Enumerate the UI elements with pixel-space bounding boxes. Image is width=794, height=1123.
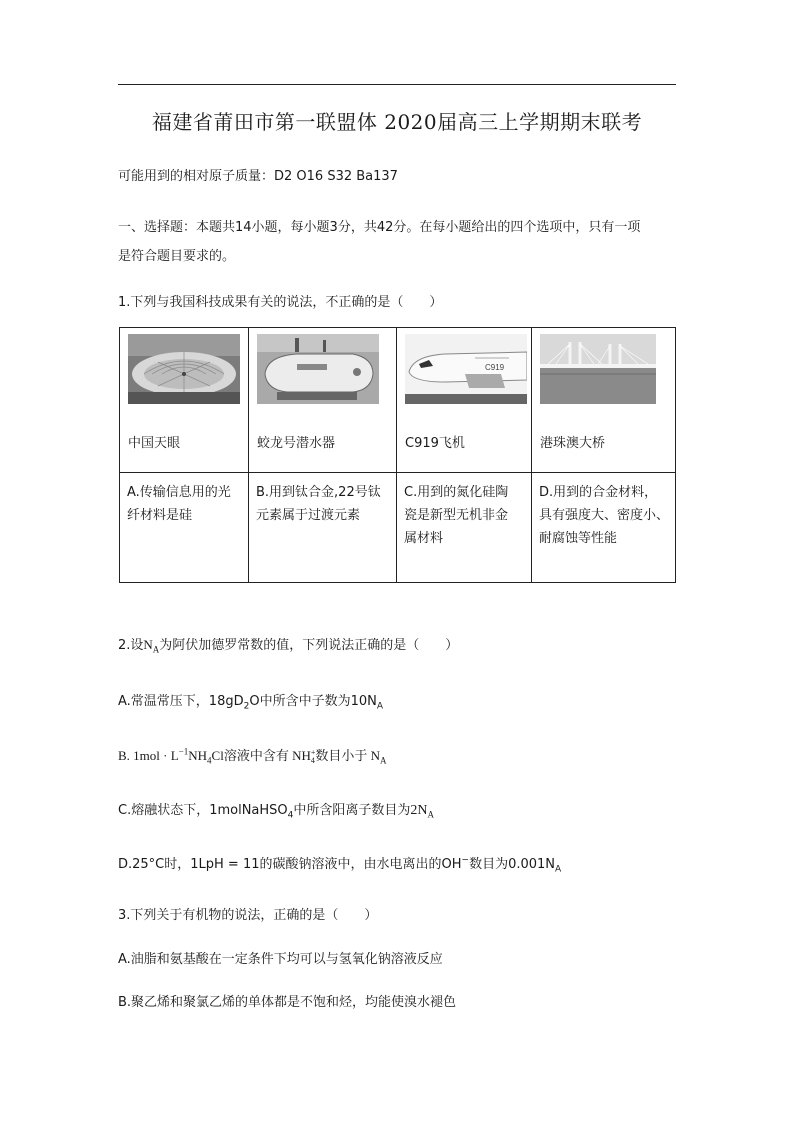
option-d-line: 具有强度大、密度小、 xyxy=(539,508,670,523)
question-2-option-a: A.常温常压下，$18gD_2O$中所含中子数为$10N_A$ xyxy=(118,694,384,712)
option-a-line: A.传输信息用的光 xyxy=(127,485,231,500)
caption-jiaolong: 蛟龙号潜水器 xyxy=(257,436,336,451)
option-c-line: 属材料 xyxy=(404,531,444,546)
option-c-cell xyxy=(397,473,532,583)
question-2-option-b: B. $1mol \cdot L^{-1}NH_4Cl$溶液中含有 NH + 4 数目小于 $N_A$ xyxy=(118,746,387,766)
question-3-option-a: A.油脂和氨基酸在一定条件下均可以与氢氧化钠溶液反应 xyxy=(118,952,443,967)
caption-bridge: 港珠澳大桥 xyxy=(540,436,606,451)
atomic-mass-line: 可能用到的相对原子质量：D2 O16 S32 Ba137 xyxy=(118,169,398,184)
fast-telescope-image xyxy=(128,334,240,404)
bridge-cell xyxy=(532,328,676,473)
jiaolong-submersible-image xyxy=(257,334,379,404)
question-2-option-d: D.25°C时，1LpH = 11的碳酸钠溶液中，由水电离出的OH−数目为$0.001N_A$ xyxy=(118,855,562,875)
question-2-stem: 2.设$N_A$为阿伏加德罗常数的值，下列说法正确的是（ ） xyxy=(118,637,459,655)
question-2-option-c: C.熔融状态下，1molNaHSO$_4$中所含阳离子数目为$2N_A$ xyxy=(118,803,435,821)
question-3-option-b: B.聚乙烯和聚氯乙烯的单体都是不饱和烃，均能使溴水褪色 xyxy=(118,995,457,1010)
option-d-line: 耐腐蚀等性能 xyxy=(539,531,618,546)
c919-marking: C919 xyxy=(485,363,505,372)
c919-aircraft-image xyxy=(405,334,527,404)
option-d-cell xyxy=(532,473,676,583)
option-a-line: 纤材料是硅 xyxy=(127,508,193,523)
instruction-line-2: 是符合题目要求的。 xyxy=(118,249,236,264)
option-d-line: D.用到的合金材料， xyxy=(539,485,658,500)
option-b-line: B.用到钛合金,22号钛 xyxy=(256,485,381,500)
caption-fast: 中国天眼 xyxy=(128,436,181,451)
option-a-cell xyxy=(120,473,249,583)
jiaolong-cell xyxy=(249,328,397,473)
option-b-cell xyxy=(249,473,397,583)
question-3-stem: 3.下列关于有机物的说法，正确的是（ ） xyxy=(118,908,378,923)
option-b-line: 元素属于过渡元素 xyxy=(256,508,361,523)
question-1-table xyxy=(119,327,676,583)
caption-c919: C919飞机 xyxy=(405,436,465,451)
option-c-line: 瓷是新型无机非金 xyxy=(404,508,509,523)
option-c-line: C.用到的氮化硅陶 xyxy=(404,485,509,500)
question-1-stem: 1.下列与我国科技成果有关的说法，不正确的是（ ） xyxy=(118,295,443,310)
header-rule xyxy=(118,84,676,85)
fast-telescope-cell xyxy=(120,328,249,473)
instruction-line-1: 一、选择题：本题共14小题，每小题3分，共42分。在每小题给出的四个选项中，只有一项 xyxy=(118,220,641,235)
c919-cell xyxy=(397,328,532,473)
hzmb-bridge-image xyxy=(540,334,656,404)
page-title: 福建省莆田市第一联盟体 2020届高三上学期期末联考 xyxy=(151,110,643,134)
